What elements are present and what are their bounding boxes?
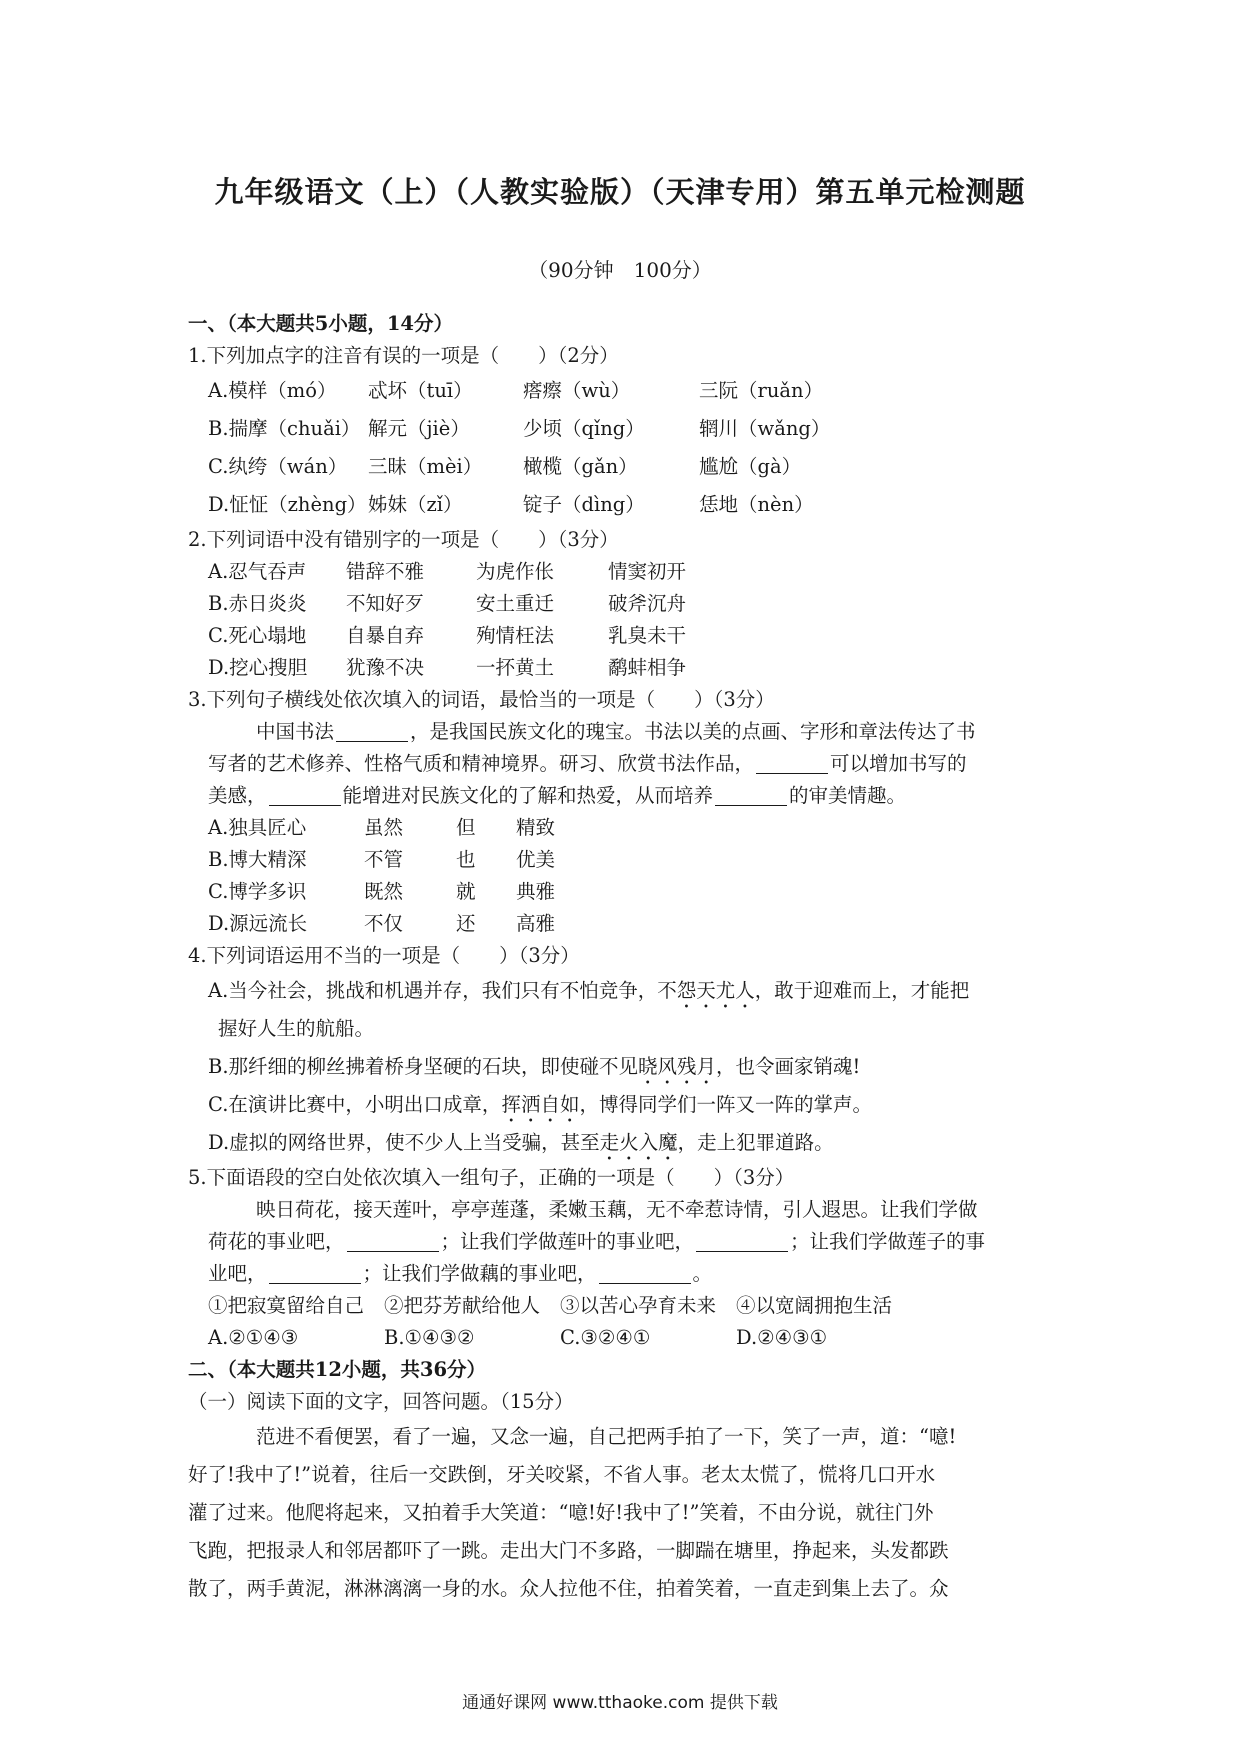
question-stem: 1.下列加点字的注音有误的一项是（ ）（2分） bbox=[188, 344, 619, 367]
option-cell: 乳臭未干 bbox=[608, 624, 687, 647]
text-run: 写者的艺术修养、性格气质和精神境界。研习、欣赏书法作品， bbox=[208, 752, 755, 775]
option-line bbox=[188, 972, 1058, 1010]
question-stem: 3.下列句子横线处依次填入的词语，最恰当的一项是（ ）（3分） bbox=[188, 688, 775, 711]
option-row bbox=[188, 448, 1058, 486]
text-run: 美感， bbox=[208, 784, 267, 807]
question-stem: 4.下列词语运用不当的一项是（ ）（3分） bbox=[188, 944, 580, 967]
option-cell: 既然 bbox=[364, 880, 404, 903]
option-cell: 三阮（ruǎn） bbox=[699, 379, 824, 402]
dotted-phrase: 晓风残月 bbox=[638, 1055, 717, 1078]
text-run: ，博得同学们一阵又一阵的掌声。 bbox=[579, 1093, 872, 1116]
section-header: 一、（本大题共5小题，14分） bbox=[188, 312, 453, 335]
passage-line bbox=[188, 748, 1058, 780]
text-run: 的审美情趣。 bbox=[789, 784, 907, 807]
passage-line: 飞跑，把报录人和邻居都吓了一跳。走出大门不多路，一脚踹在塘里，挣起来，头发都跌 bbox=[188, 1539, 949, 1562]
section-header: 二、（本大题共12小题，共36分） bbox=[188, 1358, 487, 1381]
option-cell: C.博学多识 bbox=[208, 880, 307, 903]
option-row bbox=[188, 908, 1058, 940]
sub-section-header: （一）阅读下面的文字，回答问题。（15分） bbox=[188, 1390, 574, 1413]
option-cell: 辋川（wǎng） bbox=[699, 417, 831, 440]
option-cell: 为虎作伥 bbox=[476, 560, 555, 583]
fill-blank bbox=[715, 783, 787, 806]
fill-blank bbox=[269, 783, 341, 806]
text-run: 。 bbox=[692, 1262, 713, 1285]
passage-line bbox=[188, 716, 1058, 748]
text-run: A.当今社会，挑战和机遇并存，我们只有不怕竞争，不 bbox=[208, 979, 677, 1002]
option-cell: 就 bbox=[456, 880, 476, 903]
option-cell: 典雅 bbox=[516, 880, 556, 903]
option-cell: 高雅 bbox=[516, 912, 556, 935]
passage-line bbox=[188, 780, 1058, 812]
text-run: C.在演讲比赛中，小明出口成章， bbox=[208, 1093, 502, 1116]
option-cell: A.独具匠心 bbox=[208, 816, 307, 839]
dotted-phrase: 挥洒自如 bbox=[501, 1093, 580, 1116]
option-cell: A.②①④③ bbox=[208, 1326, 299, 1349]
text-run: ；让我们学做莲子的事 bbox=[790, 1230, 986, 1253]
option-cell: 自暴自弃 bbox=[346, 624, 425, 647]
option-line bbox=[188, 1048, 1058, 1086]
option-row bbox=[188, 844, 1058, 876]
option-cell: 错辞不雅 bbox=[346, 560, 425, 583]
option-cell: 不知好歹 bbox=[346, 592, 425, 615]
exam-duration-score: （90分钟 100分） bbox=[528, 258, 712, 282]
option-cell: 一抔黄土 bbox=[476, 656, 555, 679]
option-row bbox=[188, 588, 1058, 620]
option-cell: 破斧沉舟 bbox=[608, 592, 687, 615]
dotted-phrase: 怨天尤人 bbox=[676, 979, 755, 1002]
option-cell: 精致 bbox=[516, 816, 556, 839]
choice-row bbox=[188, 1290, 1058, 1322]
option-cell: B.揣摩（chuǎi） bbox=[208, 417, 361, 440]
choice-cell: ④以宽阔拥抱生活 bbox=[736, 1294, 893, 1317]
option-line: 握好人生的航船。 bbox=[218, 1017, 375, 1040]
option-row bbox=[188, 652, 1058, 684]
text-run: 能增进对民族文化的了解和热爱，从而培养 bbox=[342, 784, 714, 807]
option-cell: C.③②④① bbox=[560, 1326, 651, 1349]
option-cell: C.纨绔（wán） bbox=[208, 455, 348, 478]
fill-blank bbox=[347, 1229, 439, 1252]
option-line bbox=[188, 1124, 1058, 1162]
text-run: ，是我国民族文化的瑰宝。书法以美的点画、字形和章法传达了书 bbox=[410, 720, 976, 743]
option-cell: C.死心塌地 bbox=[208, 624, 307, 647]
text-run: 可以增加书写的 bbox=[830, 752, 967, 775]
fill-blank bbox=[599, 1261, 691, 1284]
option-cell: D.源远流长 bbox=[208, 912, 308, 935]
option-cell: 也 bbox=[456, 848, 476, 871]
dotted-phrase: 走火入魔 bbox=[599, 1131, 678, 1154]
option-cell: 三昧（mèi） bbox=[368, 455, 483, 478]
option-row bbox=[188, 486, 1058, 524]
option-cell: 姊妹（zǐ） bbox=[368, 493, 463, 516]
option-cell: 瘩瘵（wù） bbox=[523, 379, 631, 402]
choice-cell: ③以苦心孕育未来 bbox=[560, 1294, 717, 1317]
option-cell: A.忍气吞声 bbox=[208, 560, 307, 583]
question-stem: 5.下面语段的空白处依次填入一组句子，正确的一项是（ ）（3分） bbox=[188, 1166, 795, 1189]
passage-line: 好了!我中了!”说着，往后一交跌倒，牙关咬紧，不省人事。老太太慌了，慌将几口开水 bbox=[188, 1463, 936, 1486]
option-cell: B.赤日炎炎 bbox=[208, 592, 307, 615]
fill-blank bbox=[756, 751, 828, 774]
option-cell: 不仅 bbox=[364, 912, 404, 935]
fill-blank bbox=[696, 1229, 788, 1252]
choice-cell: ①把寂寞留给自己 bbox=[208, 1294, 365, 1317]
option-row bbox=[188, 1322, 1058, 1354]
text-run: 荷花的事业吧， bbox=[208, 1230, 345, 1253]
text-run: ，也令画家销魂! bbox=[716, 1055, 861, 1078]
fill-blank bbox=[336, 719, 408, 742]
passage-line: 映日荷花，接天莲叶，亭亭莲蓬，柔嫩玉藕，无不牵惹诗情，引人遐思。让我们学做 bbox=[256, 1198, 978, 1221]
option-cell: 恁地（nèn） bbox=[699, 493, 814, 516]
text-run: ，敢于迎难而上，才能把 bbox=[754, 979, 970, 1002]
option-row bbox=[188, 620, 1058, 652]
option-cell: 殉情枉法 bbox=[476, 624, 555, 647]
text-run: ；让我们学做藕的事业吧， bbox=[362, 1262, 597, 1285]
passage-line: 范进不看便罢，看了一遍，又念一遍，自己把两手拍了一下，笑了一声，道：“噫! bbox=[256, 1425, 957, 1448]
option-cell: 橄榄（gǎn） bbox=[523, 455, 638, 478]
choice-cell: ②把芬芳献给他人 bbox=[384, 1294, 541, 1317]
passage-line bbox=[188, 1226, 1058, 1258]
option-cell: 情窦初开 bbox=[608, 560, 687, 583]
option-row bbox=[188, 812, 1058, 844]
option-cell: 犹豫不决 bbox=[346, 656, 425, 679]
option-cell: 还 bbox=[456, 912, 476, 935]
option-cell: D.②④③① bbox=[736, 1326, 828, 1349]
option-cell: A.模样（mó） bbox=[208, 379, 337, 402]
exam-content bbox=[188, 308, 1058, 1608]
passage-line: 灌了过来。他爬将起来，又拍着手大笑道：“噫!好!我中了!”笑着，不由分说，就往门外 bbox=[188, 1501, 934, 1524]
option-cell: 优美 bbox=[516, 848, 556, 871]
option-cell: 不管 bbox=[364, 848, 404, 871]
text-run: 业吧， bbox=[208, 1262, 267, 1285]
option-cell: B.博大精深 bbox=[208, 848, 307, 871]
option-cell: 但 bbox=[456, 816, 476, 839]
option-cell: 安土重迁 bbox=[476, 592, 555, 615]
option-row bbox=[188, 556, 1058, 588]
option-row bbox=[188, 372, 1058, 410]
passage-line: 散了，两手黄泥，淋淋漓漓一身的水。众人拉他不住，拍着笑着，一直走到集上去了。众 bbox=[188, 1577, 949, 1600]
option-cell: B.①④③② bbox=[384, 1326, 475, 1349]
text-run: D.虚拟的网络世界，使不少人上当受骗，甚至 bbox=[208, 1131, 600, 1154]
option-cell: D.挖心搜胆 bbox=[208, 656, 308, 679]
page-title: 九年级语文（上）（人教实验版）（天津专用）第五单元检测题 bbox=[214, 175, 1026, 209]
option-row bbox=[188, 410, 1058, 448]
option-cell: 解元（jiè） bbox=[368, 417, 470, 440]
option-cell: 尴尬（gà） bbox=[699, 455, 802, 478]
text-run: B.那纤细的柳丝拂着桥身坚硬的石块，即使碰不见 bbox=[208, 1055, 639, 1078]
text-run: ，走上犯罪道路。 bbox=[677, 1131, 834, 1154]
option-line bbox=[188, 1086, 1058, 1124]
page-footer: 通通好课网 www.tthaoke.com 提供下载 bbox=[462, 1693, 778, 1713]
option-cell: 少顷（qǐng） bbox=[523, 417, 645, 440]
option-cell: 虽然 bbox=[364, 816, 404, 839]
text-run: ；让我们学做莲叶的事业吧， bbox=[440, 1230, 695, 1253]
fill-blank bbox=[269, 1261, 361, 1284]
option-cell: 锭子（dìng） bbox=[523, 493, 645, 516]
option-row bbox=[188, 876, 1058, 908]
option-cell: 忒坏（tuī） bbox=[368, 379, 473, 402]
question-stem: 2.下列词语中没有错别字的一项是（ ）（3分） bbox=[188, 528, 619, 551]
option-cell: 鹬蚌相争 bbox=[608, 656, 687, 679]
text-run: 中国书法 bbox=[256, 720, 335, 743]
option-cell: D.怔怔（zhèng） bbox=[208, 493, 367, 516]
passage-line bbox=[188, 1258, 1058, 1290]
